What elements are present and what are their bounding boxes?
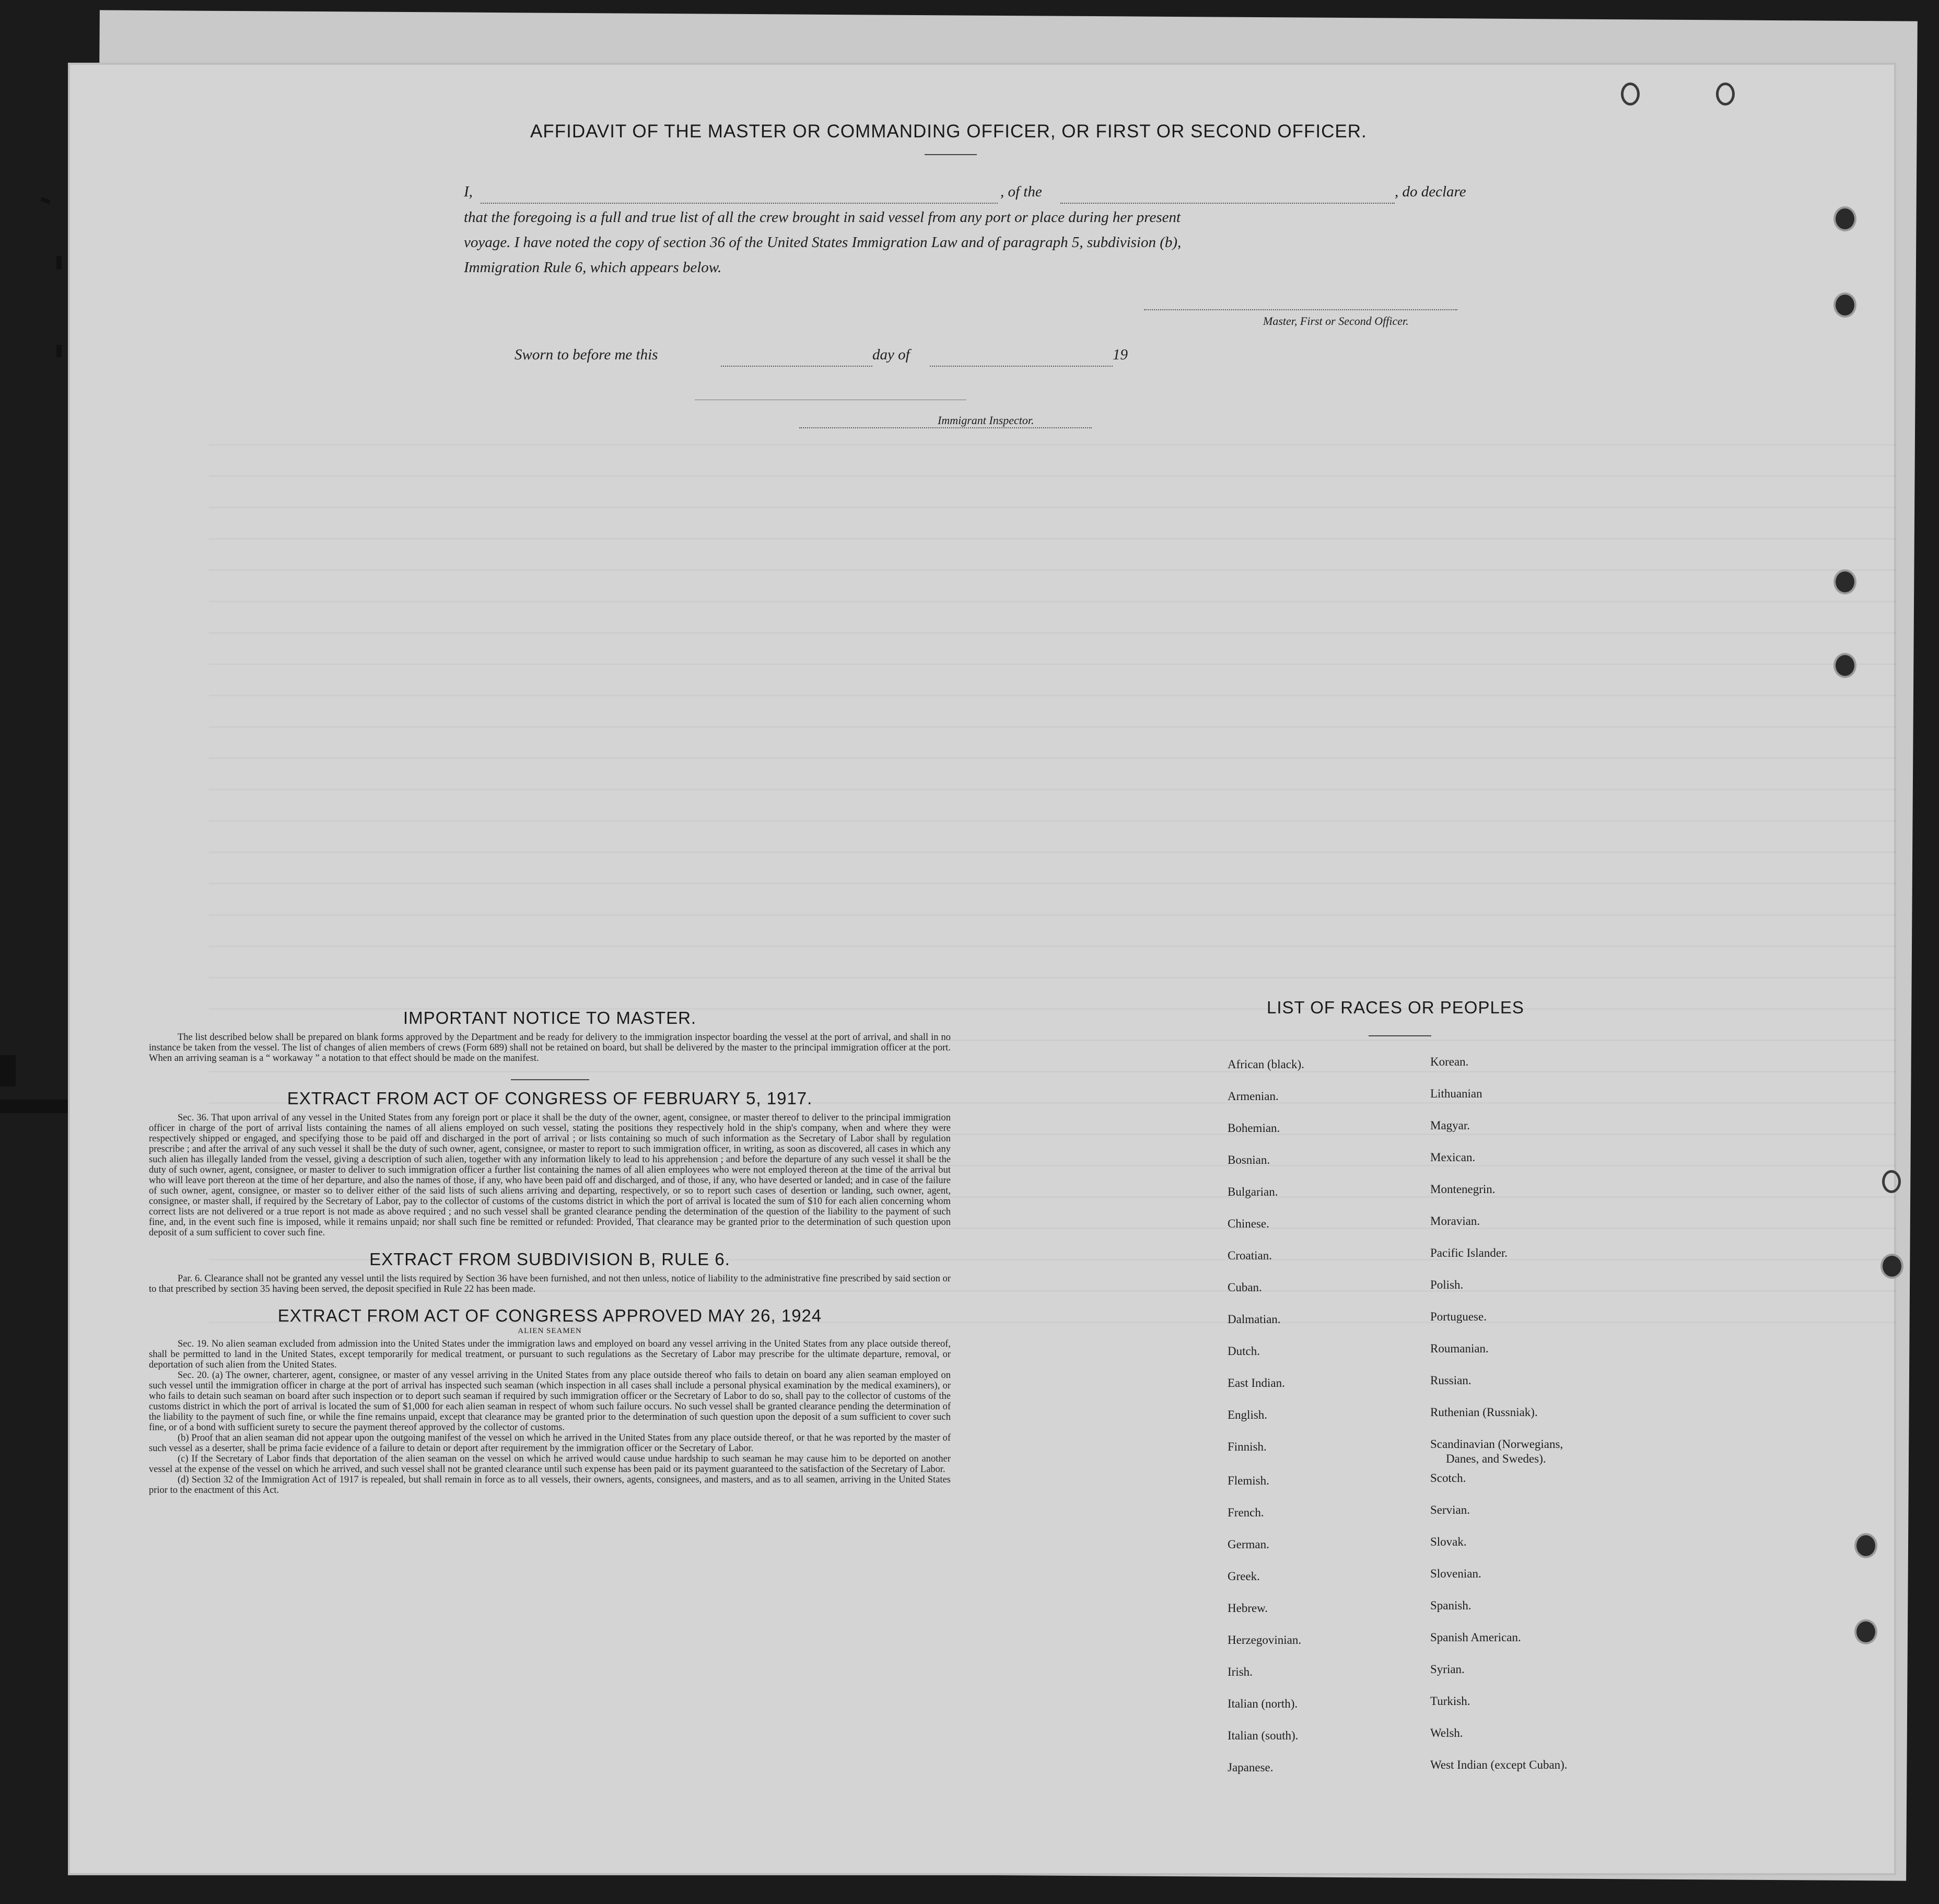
race-right-item: Slovenian. <box>1430 1567 1481 1580</box>
race-left-item: Flemish. <box>1228 1474 1269 1487</box>
bleed-through-row <box>209 757 1896 759</box>
race-left-item: Cuban. <box>1228 1281 1262 1294</box>
affidavit-line1-end: , do declare <box>1395 183 1466 200</box>
sec20a-paragraph: Sec. 20. (a) The owner, charterer, agent, consignee, or master of any vessel arriving in the United States from any place outside thereof who fails to detain on board any alien seaman employed on such vessel until the immigration officer in charge at the port of arrival has inspected such seaman (which inspection in all cases shall include a personal physical examination by the medical examiners), or who fails to detain such seaman on board after such inspection or to deport such seaman if required by such immigration officer or the Secretary of Labor to do so, shall pay to the collector of customs of the customs district in which the port of arrival is located the sum of $1,000 for each alien seaman in respect of whom such failure occurs. No such vessel shall be granted clearance pending the determination of the liability to the payment of such fine, or while the fine remains unpaid, except that clearance may be granted prior to the determination of such question upon the deposit of a sum sufficient to cover such fine, or of a bond with sufficient surety to secure the payment thereof approved by the collector of customs. <box>149 1370 951 1433</box>
race-left-item: Finnish. <box>1228 1440 1267 1453</box>
race-left-item: Dutch. <box>1228 1345 1260 1358</box>
punch-hole <box>1854 1533 1877 1558</box>
bleed-through-row <box>209 632 1896 634</box>
edge-clip <box>0 1055 16 1087</box>
document-page <box>68 63 1896 1875</box>
races-rule <box>1369 1035 1431 1036</box>
notice-title: IMPORTANT NOTICE TO MASTER. <box>403 1008 697 1027</box>
race-right-item: Ruthenian (Russniak). <box>1430 1406 1538 1419</box>
affidavit-title: AFFIDAVIT OF THE MASTER OR COMMANDING OFFICER, OR FIRST OR SECOND OFFICER. <box>530 121 1367 142</box>
sec20d-paragraph: (d) Section 32 of the Immigration Act of 1917 is repealed, but shall remain in force as to all vessels, their owners, agents, consignees, and masters, and as to all seamen, arriving in the United States prior to the enactment of this Act. <box>149 1475 951 1496</box>
bleed-through-row <box>209 883 1896 884</box>
punch-hole <box>1833 293 1856 318</box>
affidavit-line2: that the foregoing is a full and true list of all the crew brought in said vessel from any port or place during her present <box>464 209 1181 226</box>
race-right-item: Spanish American. <box>1430 1631 1521 1644</box>
race-left-item: Italian (north). <box>1228 1697 1298 1710</box>
race-right-item: Magyar. <box>1430 1119 1470 1132</box>
punch-hole <box>1854 1619 1877 1644</box>
race-left-item: Bulgarian. <box>1228 1185 1278 1198</box>
bleed-through-row <box>209 851 1896 853</box>
race-left-item: French. <box>1228 1506 1264 1519</box>
bleed-through-row <box>209 695 1896 696</box>
sworn-text: Sworn to before me this <box>515 346 658 363</box>
bleed-through-row <box>209 820 1896 822</box>
punch-hole <box>1621 83 1640 106</box>
left-column <box>149 1008 951 1496</box>
affidavit-line4: Immigration Rule 6, which appears below. <box>464 259 722 276</box>
race-left-item: Hebrew. <box>1228 1602 1268 1615</box>
punch-hole <box>1833 206 1856 231</box>
race-left-item: Italian (south). <box>1228 1729 1299 1742</box>
bleed-through-row <box>209 789 1896 790</box>
notice-body <box>149 1032 951 1064</box>
race-right-item: West Indian (except Cuban). <box>1430 1758 1568 1771</box>
affidavit-line1-mid: , of the <box>1000 183 1042 200</box>
race-right-item: Polish. <box>1430 1278 1464 1291</box>
race-left-item: German. <box>1228 1538 1269 1551</box>
punch-hole <box>1882 1170 1901 1193</box>
extract-1917-title: EXTRACT FROM ACT OF CONGRESS OF FEBRUARY 5, 1917. <box>287 1089 813 1108</box>
race-right-item: Syrian. <box>1430 1663 1465 1676</box>
race-right-item: Russian. <box>1430 1374 1471 1387</box>
inspector-signature-line <box>799 427 1092 428</box>
affidavit-line3: voyage. I have noted the copy of section 36 of the United States Immigration Law and of paragraph 5, subdivision (b), <box>464 234 1182 251</box>
bleed-through-row <box>209 601 1896 602</box>
extract-1924-body <box>149 1339 951 1496</box>
race-right-item: Korean. <box>1430 1055 1469 1068</box>
race-right-item: Scandinavian (Norwegians, <box>1430 1438 1563 1451</box>
inspector-caption: Immigrant Inspector. <box>938 414 1034 427</box>
punch-hole <box>1880 1254 1903 1279</box>
race-left-item: Chinese. <box>1228 1217 1269 1230</box>
edge-mark <box>40 197 51 204</box>
master-signature-line <box>1144 309 1457 310</box>
bleed-through-row <box>209 945 1896 947</box>
race-right-item: Scotch. <box>1430 1471 1466 1485</box>
vessel-fill-line <box>1060 203 1395 204</box>
rule6-body <box>149 1274 951 1294</box>
races-title: LIST OF RACES OR PEOPLES <box>1267 998 1524 1017</box>
rule6-title: EXTRACT FROM SUBDIVISION B, RULE 6. <box>369 1249 730 1269</box>
punch-hole <box>1716 83 1735 106</box>
race-right-item: Lithuanian <box>1430 1087 1482 1100</box>
bleed-through-row <box>209 475 1896 477</box>
affidavit-line1-start: I, <box>464 183 473 200</box>
edge-clip <box>0 1100 68 1113</box>
race-right-item: Mexican. <box>1430 1151 1476 1164</box>
race-left-item: Bosnian. <box>1228 1153 1270 1166</box>
sec19-paragraph: Sec. 19. No alien seaman excluded from admission into the United States under the immigration laws and employed on board any vessel arriving in the United States from any place outside thereof, shall be permitted to land in the United States, except temporarily for medical treatment, or pursuant to such regulations as the Secretary of Labor may prescribe for the ultimate departure, removal, or deportation of such alien from the United States. <box>149 1339 951 1370</box>
bleed-through-row <box>209 569 1896 571</box>
extract-1924-title: EXTRACT FROM ACT OF CONGRESS APPROVED MAY 26, 1924 <box>277 1306 822 1325</box>
bleed-through-row <box>209 663 1896 665</box>
race-right-item: Servian. <box>1430 1503 1470 1516</box>
race-left-item: Bohemian. <box>1228 1122 1280 1135</box>
race-left-item: East Indian. <box>1228 1376 1285 1389</box>
edge-mark <box>56 256 62 270</box>
race-right-item: Pacific Islander. <box>1430 1246 1508 1259</box>
race-left-item: English. <box>1228 1408 1268 1421</box>
race-right-item: Roumanian. <box>1430 1342 1489 1355</box>
punch-hole <box>1833 653 1856 678</box>
name-fill-line <box>481 203 998 204</box>
notice-paragraph: The list described below shall be prepared on blank forms approved by the Department and be ready for delivery to the immigration inspector boarding the vessel at the port of arrival, and shall in no instance be taken from the vessel. The list of changes of alien members of crews (Form 689) shall not be retained on board, but shall be delivered by the master to the principal immigration officer at the port. When an arriving seaman is a “ workaway ” a notation to that effect should be made on the manifest. <box>149 1032 951 1064</box>
race-right-item: Slovak. <box>1430 1535 1467 1548</box>
edge-mark <box>56 345 62 357</box>
race-right-item: Danes, and Swedes). <box>1446 1452 1546 1465</box>
title-rule <box>925 154 977 155</box>
race-left-item: Armenian. <box>1228 1090 1279 1103</box>
race-left-item: Japanese. <box>1228 1761 1274 1774</box>
bleed-through-row <box>209 726 1896 728</box>
bleed-through-row <box>209 444 1896 446</box>
sec20c-paragraph: (c) If the Secretary of Labor finds that deportation of the alien seaman on the vessel on which he arrived would cause undue hardship to such seaman he may cause him to be deported on another vessel at the expense of the vessel on which he arrived, and such vessel shall not be granted clearance until such expense has been paid or its payment guaranteed to the satisfaction of the Secretary of Labor. <box>149 1454 951 1475</box>
day-fill-line <box>721 366 872 367</box>
sworn-day-of: day of <box>872 346 910 363</box>
race-right-item: Montenegrin. <box>1430 1183 1496 1196</box>
section-spacer <box>149 1294 951 1306</box>
punch-hole <box>1833 569 1856 594</box>
race-left-item: Irish. <box>1228 1665 1253 1678</box>
bleed-through-row <box>209 914 1896 916</box>
extract-1917-body <box>149 1113 951 1238</box>
race-left-item: Greek. <box>1228 1570 1260 1583</box>
extract-1917-paragraph: Sec. 36. That upon arrival of any vessel in the United States from any foreign port or place it shall be the duty of the owner, agent, consignee, or master thereof to deliver to the principal immigration officer in charge of the port of arrival lists containing the names of all aliens employed on such vessel, stating the positions they respectively hold in the ship's company, when and where they were respectively shipped or engaged, and specifying those to be paid off and discharged in the port of arrival ; or lists containing so much of such information as the Secretary of Labor shall by regulation prescribe ; and after the arrival of any such vessel it shall be the duty of such owner, agent, consignee, or master to report to such immigration officer, in writing, as soon as discovered, all cases in which any such alien has illegally landed from the vessel, giving a description of such alien, together with any information likely to lead to his apprehension ; and before the departure of any such vessel it shall be the duty of such owner, agent, consignee, or master to deliver to such immigration officer a further list containing the names of all alien employees who were not employed thereon at the time of the arrival but who will leave port thereon at the time of her departure, and also the names of those, if any, who have been paid off and discharged, and of those, if any, who have deserted or landed; and in case of the failure of such owner, agent, consignee, or master so to deliver either of the said lists of such aliens arriving and departing, respectively, or so to report such cases of desertion or landing, such owner, agent, consignee, or master shall, if required by the Secretary of Labor, pay to the collector of customs of the customs district in which the port of arrival is located the sum of $10 for each alien concerning whom correct lists are not delivered or a true report is not made as above required ; and no such vessel shall be granted clearance pending the determination of the question of the liability to the payment of such fine, and, in the event such fine is imposed, while it remains unpaid; nor shall such fine be remitted or refunded: Provided, That clearance may be granted prior to the determination of such question upon deposit of a sum sufficient to cover such fine. <box>149 1113 951 1238</box>
sec20b-paragraph: (b) Proof that an alien seaman did not appear upon the outgoing manifest of the vessel on which he arrived in the United States from any place outside thereof, or that he was reported by the master of such vessel as a deserter, shall be prima facie evidence of a failure to detain or deport after requirement by the immigration officer or the Secretary of Labor. <box>149 1433 951 1454</box>
race-right-item: Turkish. <box>1430 1695 1470 1708</box>
month-fill-line <box>930 366 1113 367</box>
race-left-item: Croatian. <box>1228 1249 1272 1262</box>
section-spacer <box>149 1238 951 1249</box>
race-left-item: African (black). <box>1228 1058 1304 1071</box>
section-rule <box>511 1079 589 1080</box>
race-right-item: Welsh. <box>1430 1726 1463 1739</box>
race-left-item: Herzegovinian. <box>1228 1633 1302 1646</box>
race-right-item: Spanish. <box>1430 1599 1471 1612</box>
bleed-through-row <box>209 538 1896 540</box>
race-right-item: Moravian. <box>1430 1214 1480 1228</box>
rule6-paragraph: Par. 6. Clearance shall not be granted any vessel until the lists required by Section 36 have been furnished, and not then unless, notice of liability to the administrative fine prescribed by said section or to that prescribed by section 35 having been served, the deposit specified in Rule 22 has been made. <box>149 1274 951 1294</box>
bleed-through-row <box>209 507 1896 508</box>
race-right-item: Portuguese. <box>1430 1310 1487 1323</box>
extract-1924-subtitle: ALIEN SEAMEN <box>518 1327 582 1335</box>
sworn-year: 19 <box>1113 346 1128 363</box>
bleed-through-row <box>209 977 1896 978</box>
master-caption: Master, First or Second Officer. <box>1263 314 1409 328</box>
race-left-item: Dalmatian. <box>1228 1313 1281 1326</box>
